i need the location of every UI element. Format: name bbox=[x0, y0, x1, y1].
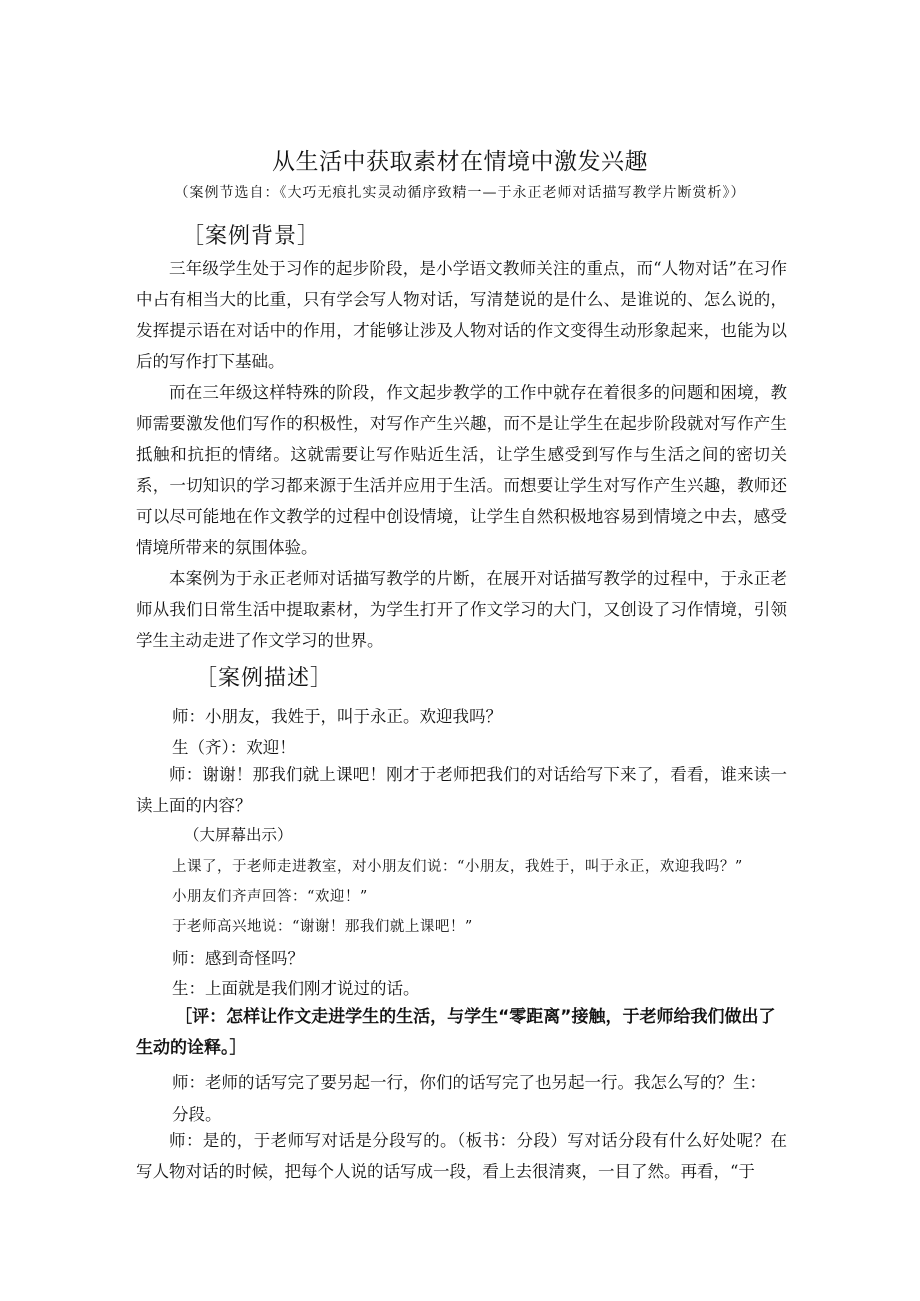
screen-text-line: 上课了，于老师走进教室，对小朋友们说：“小朋友，我姓于，叫于永正，欢迎我吗？” bbox=[172, 859, 743, 875]
dialogue-line: 师：感到奇怪吗？ bbox=[172, 949, 304, 968]
section-heading-background: ［案例背景］ bbox=[182, 224, 321, 249]
document-subtitle: （案例节选自：《大巧无痕扎实灵动循序致精一—于永正老师对话描写教学片断赏析》） bbox=[174, 185, 746, 201]
document-title: 从生活中获取素材在情境中激发兴趣 bbox=[272, 149, 648, 175]
dialogue-paragraph: 师：谢谢！那我们就上课吧！刚才于老师把我们的对话给写下来了，看看，谁来读一读上面的内容？ bbox=[136, 765, 787, 815]
dialogue-line: 生：上面就是我们刚才说过的话。 bbox=[172, 979, 420, 998]
background-paragraph-2: 而在三年级这样特殊的阶段，作文起步教学的工作中就存在着很多的问题和困境，教师需要激发他们写作的积极性，对写作产生兴趣，而不是让学生在起步阶段就对写作产生抵触和抗拒的情绪。这就需要让写作贴近生活，让学生感受到写作与生活之间的密切关系，一切知识的学习都来源于生活并应用于生活。而想要让学生对写作产生兴趣，教师还可以尽可能地在作文教学的过程中创设情境，让学生自然积极地容易到情境之中去，感受情境所带来的氛围体验。 bbox=[136, 383, 787, 557]
dialogue-paragraph: 师：是的，于老师写对话是分段写的。（板书：分段）写对话分段有什么好处呢？在写人物对话的时候，把每个人说的话写成一段，看上去很清爽，一目了然。再看，“于 bbox=[136, 1131, 787, 1181]
comment-paragraph: ［评：怎样让作文走进学生的生活，与学生“零距离”接触，于老师给我们做出了生动的诠释。］ bbox=[136, 1007, 776, 1058]
dialogue-line: 师：老师的话写完了要另起一行，你们的话写完了也另起一行。我怎么写的？生： bbox=[172, 1073, 766, 1092]
background-paragraph-1: 三年级学生处于习作的起步阶段，是小学语文教师关注的重点，而“人物对话”在习作中占有相当大的比重，只有学会写人物对话，写清楚说的是什么、是谁说的、怎么说的，发挥提示语在对话中的作用，才能够让涉及人物对话的作文变得生动形象起来，也能为以后的写作打下基础。 bbox=[136, 259, 787, 371]
section-heading-description: ［案例描述］ bbox=[195, 666, 334, 691]
dialogue-line: 生（齐）：欢迎！ bbox=[172, 738, 296, 757]
dialogue-line: 分段。 bbox=[172, 1105, 222, 1124]
screen-text-line: 小朋友们齐声回答：“欢迎！” bbox=[172, 889, 368, 905]
background-paragraph-3: 本案例为于永正老师对话描写教学的片断，在展开对话描写教学的过程中，于永正老师从我们日常生活中提取素材，为学生打开了作文学习的大门，又创设了习作情境，引领学生主动走进了作文学习的世界。 bbox=[136, 569, 787, 650]
screen-text-line: 于老师高兴地说：“谢谢！那我们就上课吧！” bbox=[172, 919, 473, 935]
screen-note: （大屏幕出示） bbox=[184, 826, 293, 844]
dialogue-line: 师：小朋友，我姓于，叫于永正。欢迎我吗？ bbox=[172, 707, 502, 726]
